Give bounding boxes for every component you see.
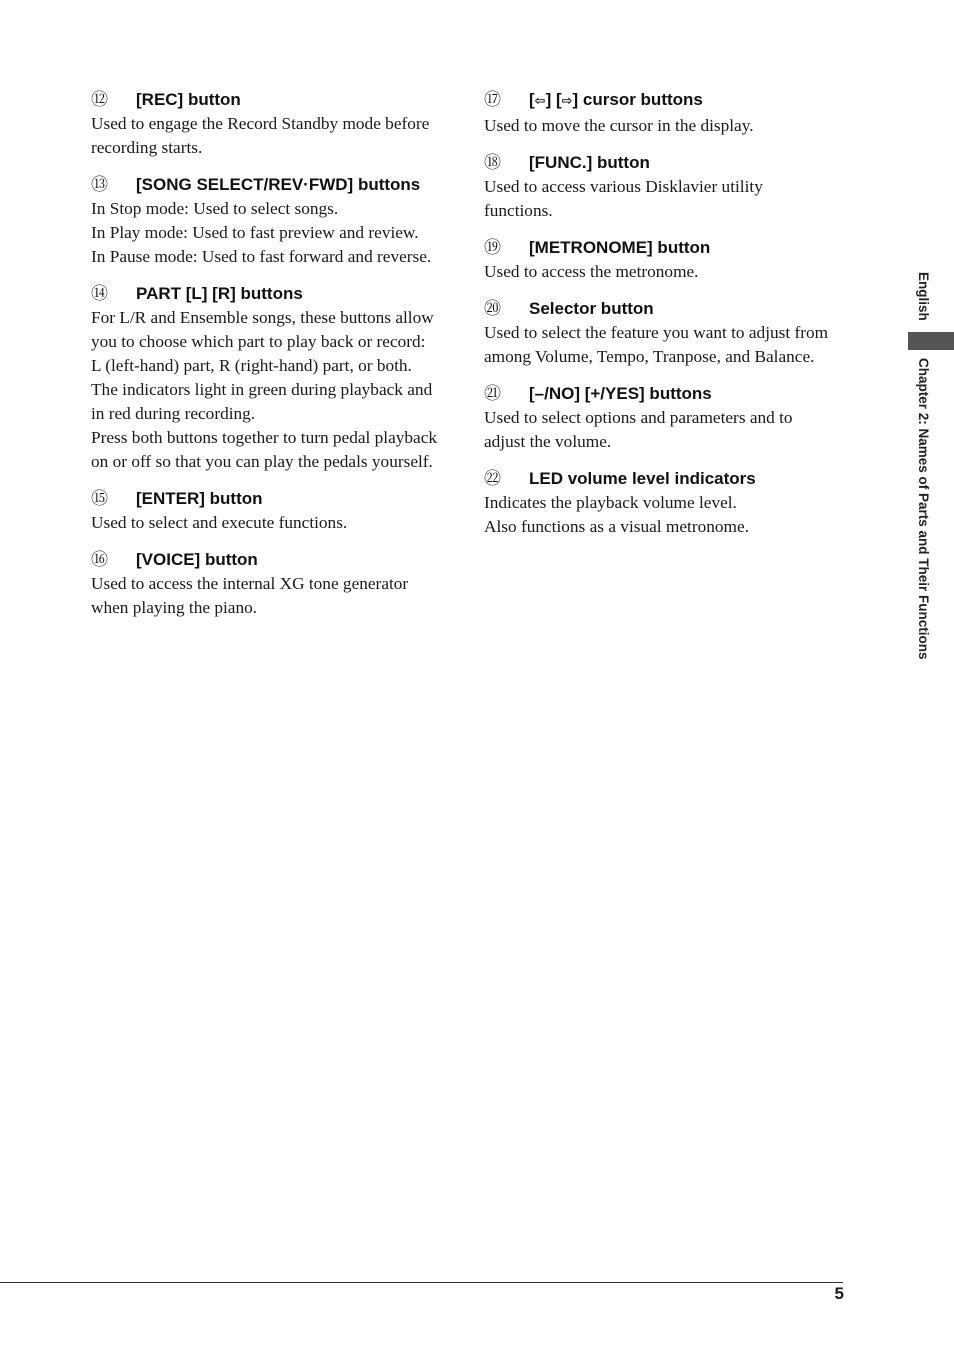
entry-voice-button [91, 548, 451, 620]
entry-description [91, 511, 451, 535]
description-line: on or off so that you can play the pedals yourself. [91, 452, 433, 471]
entry-number: ⑳ [484, 299, 501, 319]
side-language-label: English [916, 272, 931, 321]
description-line: functions. [484, 201, 553, 220]
entry-title: [METRONOME] button [529, 238, 711, 257]
entry-number: ⑭ [91, 284, 108, 304]
entry-cursor-buttons [484, 88, 849, 138]
description-line: Used to select the feature you want to adjust from [484, 323, 829, 342]
description-line: The indicators light in green during playback and [91, 380, 433, 399]
description-line: In Stop mode: Used to select songs. [91, 199, 339, 218]
description-line: In Pause mode: Used to fast forward and reverse. [91, 247, 432, 266]
entry-title: PART [L] [R] buttons [136, 284, 303, 303]
entry-number: ㉑ [484, 384, 501, 404]
entry-heading [484, 151, 849, 175]
description-line: Also functions as a visual metronome. [484, 517, 749, 536]
entry-title: [FUNC.] button [529, 153, 650, 172]
description-line: adjust the volume. [484, 432, 612, 451]
left-column [91, 88, 451, 633]
entry-title: [ENTER] button [136, 489, 263, 508]
footer-rule [0, 1282, 843, 1283]
title-text: ] [ [545, 90, 562, 109]
entry-func-button [484, 151, 849, 223]
entry-number: ⑱ [484, 153, 501, 173]
right-arrow-icon: ⇨ [561, 94, 573, 109]
description-line: L (left-hand) part, R (right-hand) part, or both. [91, 356, 412, 375]
description-line: Indicates the playback volume level. [484, 493, 737, 512]
entry-number: ⑰ [484, 90, 501, 110]
entry-description [484, 491, 849, 539]
entry-led-volume-indicators [484, 467, 849, 539]
entry-title: [SONG SELECT/REV·FWD] buttons [136, 175, 421, 194]
entry-description [91, 112, 451, 160]
entry-heading [91, 173, 451, 197]
entry-description [484, 114, 849, 138]
entry-description [484, 260, 849, 284]
description-line: In Play mode: Used to fast preview and review. [91, 223, 419, 242]
entry-description [91, 197, 451, 269]
right-column [484, 88, 849, 552]
entry-rec-button [91, 88, 451, 160]
page-number: 5 [834, 1284, 844, 1303]
side-tab-marker [908, 332, 954, 350]
description-line: when playing the piano. [91, 598, 258, 617]
description-line: among Volume, Tempo, Tranpose, and Balance. [484, 347, 815, 366]
entry-number: ⑮ [91, 489, 108, 509]
entry-title: LED volume level indicators [529, 469, 756, 488]
title-text: [ [529, 90, 535, 109]
description-line: Used to access the metronome. [484, 262, 699, 281]
entry-selector-button [484, 297, 849, 369]
entry-number: ⑲ [484, 238, 501, 258]
description-line: Used to select and execute functions. [91, 513, 348, 532]
entry-heading [91, 548, 451, 572]
entry-heading [484, 467, 849, 491]
entry-part-buttons [91, 282, 451, 474]
entry-description [91, 572, 451, 620]
description-line: Used to access the internal XG tone generator [91, 574, 409, 593]
entry-title: [VOICE] button [136, 550, 258, 569]
entry-number: ⑯ [91, 550, 108, 570]
description-line: Used to engage the Record Standby mode before [91, 114, 430, 133]
description-line: Used to select options and parameters and to [484, 408, 793, 427]
description-line: you to choose which part to play back or record: [91, 332, 426, 351]
entry-heading [484, 88, 849, 114]
entry-description [484, 175, 849, 223]
entry-heading [484, 297, 849, 321]
entry-title: Selector button [529, 299, 654, 318]
description-line: Press both buttons together to turn pedal playback [91, 428, 438, 447]
side-chapter-label: Chapter 2: Names of Parts and Their Functions [916, 358, 931, 660]
entry-number: ㉒ [484, 469, 501, 489]
left-arrow-icon: ⇦ [534, 94, 546, 109]
entry-title [529, 88, 703, 114]
entry-heading [91, 88, 451, 112]
entry-metronome-button [484, 236, 849, 284]
entry-description [484, 321, 849, 369]
description-line: recording starts. [91, 138, 203, 157]
title-text: ] cursor buttons [572, 90, 703, 109]
entry-number: ⑬ [91, 175, 108, 195]
description-line: Used to move the cursor in the display. [484, 116, 754, 135]
entry-heading [484, 236, 849, 260]
description-line: For L/R and Ensemble songs, these buttons allow [91, 308, 434, 327]
entry-song-select-buttons [91, 173, 451, 269]
entry-title: [REC] button [136, 90, 241, 109]
entry-no-yes-buttons [484, 382, 849, 454]
entry-title: [–/NO] [+/YES] buttons [529, 384, 712, 403]
description-line: in red during recording. [91, 404, 256, 423]
entry-heading [484, 382, 849, 406]
description-line: Used to access various Disklavier utility [484, 177, 763, 196]
entry-heading [91, 487, 451, 511]
entry-heading [91, 282, 451, 306]
entry-description [91, 306, 451, 474]
entry-number: ⑫ [91, 90, 108, 110]
entry-enter-button [91, 487, 451, 535]
entry-description [484, 406, 849, 454]
